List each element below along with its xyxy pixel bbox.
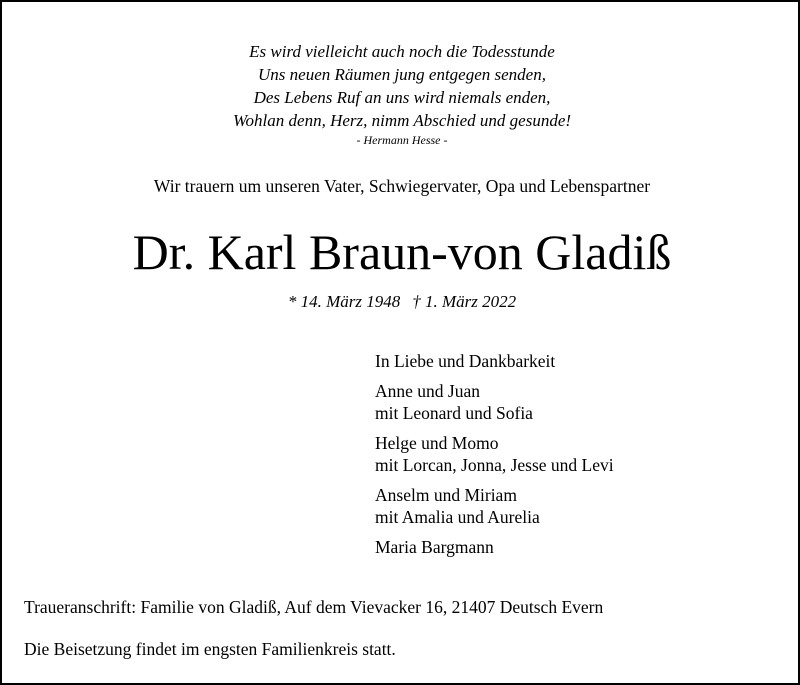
mourning-intro: Wir trauern um unseren Vater, Schwiegervater, Opa und Lebenspartner [153, 176, 651, 196]
mourner-group [375, 484, 614, 528]
poem-author: - Hermann Hesse - [356, 133, 448, 147]
mourner-group [375, 380, 614, 424]
mourner-line: Anne und Juan [375, 381, 480, 401]
mourning-address: Traueranschrift: Familie von Gladiß, Auf dem Vievacker 16, 21407 Deutsch Evern [24, 597, 604, 617]
deceased-name: Dr. Karl Braun-von Gladiß [132, 224, 672, 280]
life-dates [2, 292, 800, 312]
mourners-heading: In Liebe und Dankbarkeit [375, 351, 556, 371]
poem-line: Uns neuen Räumen jung entgegen senden, [258, 65, 546, 84]
mourners-list [375, 350, 614, 566]
birth-date: * 14. März 1948 [287, 292, 401, 311]
poem-line: Wohlan denn, Herz, nimm Abschied und gesunde! [232, 111, 572, 130]
poem [2, 40, 800, 148]
mourner-line: mit Leonard und Sofia [375, 403, 533, 423]
poem-line: Des Lebens Ruf an uns wird niemals enden, [253, 88, 551, 107]
mourner-line: Maria Bargmann [375, 537, 494, 557]
mourner-group [375, 536, 614, 558]
mourner-line: mit Amalia und Aurelia [375, 507, 540, 527]
mourner-group [375, 432, 614, 476]
mourner-line: Anselm und Miriam [375, 485, 517, 505]
funeral-note: Die Beisetzung findet im engsten Familienkreis statt. [24, 639, 396, 659]
poem-line: Es wird vielleicht auch noch die Todesstunde [249, 42, 555, 61]
mourner-line: Helge und Momo [375, 433, 499, 453]
mourner-line: mit Lorcan, Jonna, Jesse und Levi [375, 455, 614, 475]
death-date: † 1. März 2022 [412, 292, 517, 311]
